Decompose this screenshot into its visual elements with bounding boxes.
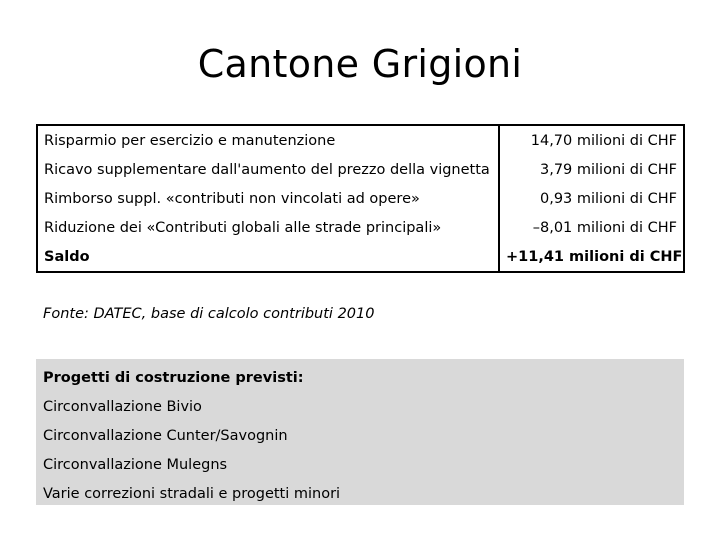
list-item: Circonvallazione Mulegns bbox=[43, 457, 228, 473]
total-label: Saldo bbox=[37, 242, 499, 272]
table-row bbox=[37, 213, 684, 242]
total-amount: +11,41 milioni di CHF bbox=[499, 242, 684, 272]
table-row bbox=[37, 155, 684, 184]
row-amount: 14,70 milioni di CHF bbox=[499, 125, 684, 155]
list-item: Circonvallazione Cunter/Savognin bbox=[43, 428, 288, 444]
row-label: Risparmio per esercizio e manutenzione bbox=[37, 125, 499, 155]
row-amount: –8,01 milioni di CHF bbox=[499, 213, 684, 242]
projects-heading: Progetti di costruzione previsti: bbox=[43, 370, 304, 386]
list-item: Circonvallazione Bivio bbox=[43, 399, 202, 415]
table-row bbox=[37, 184, 684, 213]
source-note: Fonte: DATEC, base di calcolo contributi 2010 bbox=[43, 306, 375, 322]
list-item: Varie correzioni stradali e progetti minori bbox=[43, 486, 341, 502]
table-row bbox=[37, 125, 684, 155]
projects-box bbox=[36, 359, 684, 505]
row-label: Riduzione dei «Contributi globali alle strade principali» bbox=[37, 213, 499, 242]
row-label: Ricavo supplementare dall'aumento del prezzo della vignetta bbox=[37, 155, 499, 184]
row-amount: 0,93 milioni di CHF bbox=[499, 184, 684, 213]
page-title: Cantone Grigioni bbox=[197, 42, 523, 86]
table-row-total bbox=[37, 242, 684, 272]
row-label: Rimborso suppl. «contributi non vincolati ad opere» bbox=[37, 184, 499, 213]
row-amount: 3,79 milioni di CHF bbox=[499, 155, 684, 184]
budget-table bbox=[36, 124, 685, 273]
